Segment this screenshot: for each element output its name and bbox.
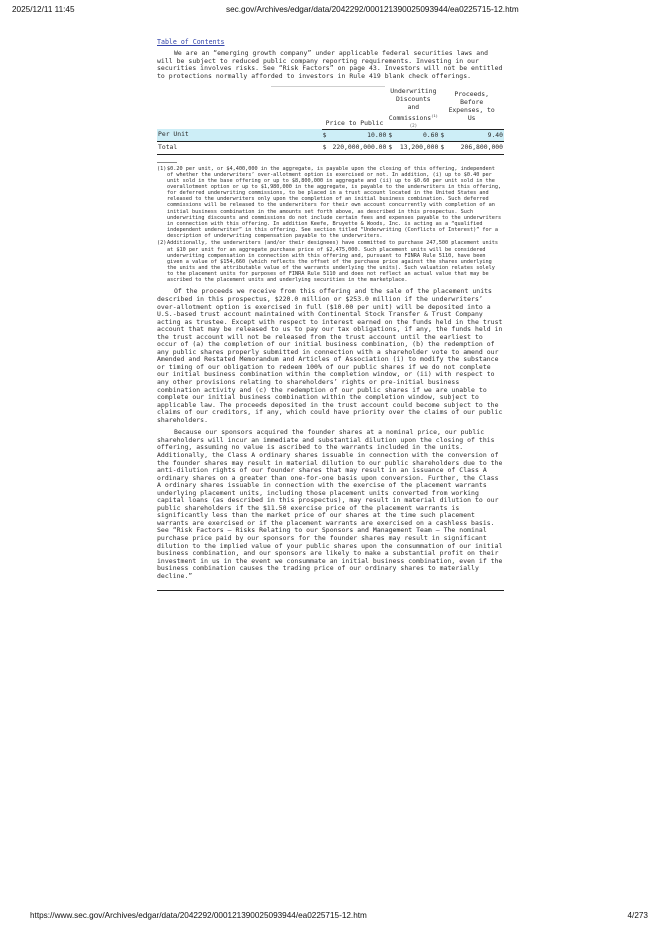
table-top-rule [271,86,385,87]
table-row-per-unit [157,129,504,142]
underwriting-discounts-header: Underwriting Discounts and Commissions$^{(1)}$ (2) [388,87,438,128]
intro-paragraph: We are an “emerging growth company” under applicable federal securities laws and will be subject to reduced public company reporting requirements. Investing in our securities involves risks. See “Risk Factors” on page 43. Investors will not be entitled to protections normally afforded to investors in Rule 419 blank check offerings. [157,49,503,80]
table-header-row [157,88,504,129]
proceeds-value: 206,800,000 [447,142,504,155]
footnote-1 [157,166,504,240]
row-label: Per Unit [157,129,322,142]
page-end-rule [157,590,504,591]
footnote-2 [157,240,504,283]
proceeds-value: 9.40 [447,129,504,142]
print-timestamp: 2025/12/11 11:45 [12,5,75,14]
footnote-number: (2) [157,240,167,247]
underwriting-table [157,88,504,154]
footnote-ref-2[interactable]: (2) [409,122,418,128]
currency-symbol: $ [439,129,447,142]
price-to-public-value: 10.00 [332,129,388,142]
underwriting-value: 13,200,000 [395,142,439,155]
document-body [157,38,504,591]
currency-symbol: $ [387,129,395,142]
proceeds-header: Proceeds, Before Expenses, to Us [439,88,504,129]
footnote-number: (1) [157,165,167,172]
print-page-title: sec.gov/Archives/edgar/data/2042292/000121390025093944/ea0225715-12.htm [226,5,519,14]
trust-account-paragraph: Of the proceeds we receive from this offering and the sale of the placement units described in this prospectus, $220.0 million or $253.0 million if the underwriters’ over-allotment option is exercised in full ($10.00 per unit) will be deposited into a U.S.-based trust account maintained with Continental Stock Transfer & Trust Company acting as trustee. Except with respect to interest earned on the funds held in the trust account that may be released to us to pay our tax obligations, if any, the funds held in the trust account will not be released from the trust account until the earliest to occur of (a) the completion of our initial business combination, (b) the redemption of any public shares properly submitted in connection with a shareholder vote to amend our Amended and Restated Memorandum and Articles of Association (i) to modify the substance or timing of our obligation to redeem 100% of our public shares if we do not complete our initial business combination within the completion window, or (ii) with respect to any other provisions relating to shareholders’ rights or pre-initial business combination activity and (c) the redemption of our public shares if we are unable to complete our initial business combination within the completion window, subject to applicable law. The proceeds deposited in the trust account could become subject to the claims of our creditors, if any, which could have priority over the claims of our public shareholders. [157,287,503,424]
price-to-public-header: Price to Public [322,88,388,129]
footnote-rule [157,162,177,163]
price-to-public-value: 220,000,000.00 [332,142,388,155]
currency-symbol: $ [322,129,332,142]
dilution-paragraph: Because our sponsors acquired the founder shares at a nominal price, our public shareholders will incur an immediate and substantial dilution upon the closing of this offering, assuming no value is ascribed to the warrants included in the units. Additionally, the Class A ordinary shares issuable in connection with the conversion of the founder shares may result in material dilution to our public shareholders due to the anti-dilution rights of our founder shares that may result in an issuance of Class A ordinary shares on a greater than one-for-one basis upon conversion. Further, the Class A ordinary shares issuable in connection with the exercise of the placement warrants underlying placement units, including those placement units converted from working capital loans (as described in this prospectus), may result in material dilution to our public shareholders if the $11.50 exercise price of the placement warrants is significantly less than the market price of our shares at the time such placement warrants are exercised or if the placement warrants are exercised on a cashless basis. See “Risk Factors — Risks Relating to our Sponsors and Management Team — The nominal purchase price paid by our sponsors for the founder shares may result in significant dilution to the implied value of your public shares upon the consummation of our initial business combination, and our sponsors are likely to make a substantial profit on their investment in us in the event we consummate an initial business combination, even if the business combination causes the trading price of our ordinary shares to materially decline.” [157,428,503,580]
currency-symbol: $ [439,142,447,155]
currency-symbol: $ [387,142,395,155]
print-url: https://www.sec.gov/Archives/edgar/data/2042292/000121390025093944/ea0225715-12.htm [30,911,367,920]
footnote-text: Additionally, the underwriters (and/or their designees) have committed to purchase 247,500 placement units at $10 per unit for an aggregate purchase price of $2,475,000. Such placement units will be considered underwriting compensation in connection with this offering and, pursuant to FINRA Rule 5110, have been given a value of $154,660 (which reflects the offset of the purchase price against the shares underlying the units and the attributable value of the warrants underlying the units). Such valuation relates solely to the placement units for purposes of FINRA Rule 5110 and does not reflect an actual value that may be ascribed to the placement units and underlying securities in the marketplace. [167,240,499,284]
row-label: Total [157,142,322,155]
underwriting-value: 0.60 [395,129,439,142]
table-of-contents-link[interactable]: Table of Contents [157,38,225,46]
footnote-text: $0.20 per unit, or $4,400,000 in the aggregate, is payable upon the closing of this offering, independent of whether the underwriters’ over-allotment option is exercised or not. In addition, (i) up to $0.40 per unit sold in the base offering or up to $8,800,000 in aggregate and (ii) up to $0.60 per unit sold in the overallotment option or up to $1,980,000 in the aggregate, is payable to the underwriters in this offering, for deferred underwriting commissions, to be placed in a trust account located in the United States and released to the underwriters only upon the completion of an initial business combination. Such deferred commissions will be released to the underwriters for their own account concurrently with completion of an initial business combination in the amounts set forth above, as described in this prospectus. Such underwriting discounts and commissions do not include certain fees and expenses payable to the underwriters in connection with this offering. In addition Keefe, Bruyette & Woods, Inc. is acting as a “qualified independent underwriter” in this offering. See section titled “Underwriting (Conflicts of Interest)” for a description of underwriting compensation payable to the underwriters. [167,165,502,240]
table-row-total [157,142,504,155]
print-page-number: 4/273 [627,911,648,920]
footnote-ref-1[interactable]: (1) [431,112,438,118]
currency-symbol: $ [322,142,332,155]
